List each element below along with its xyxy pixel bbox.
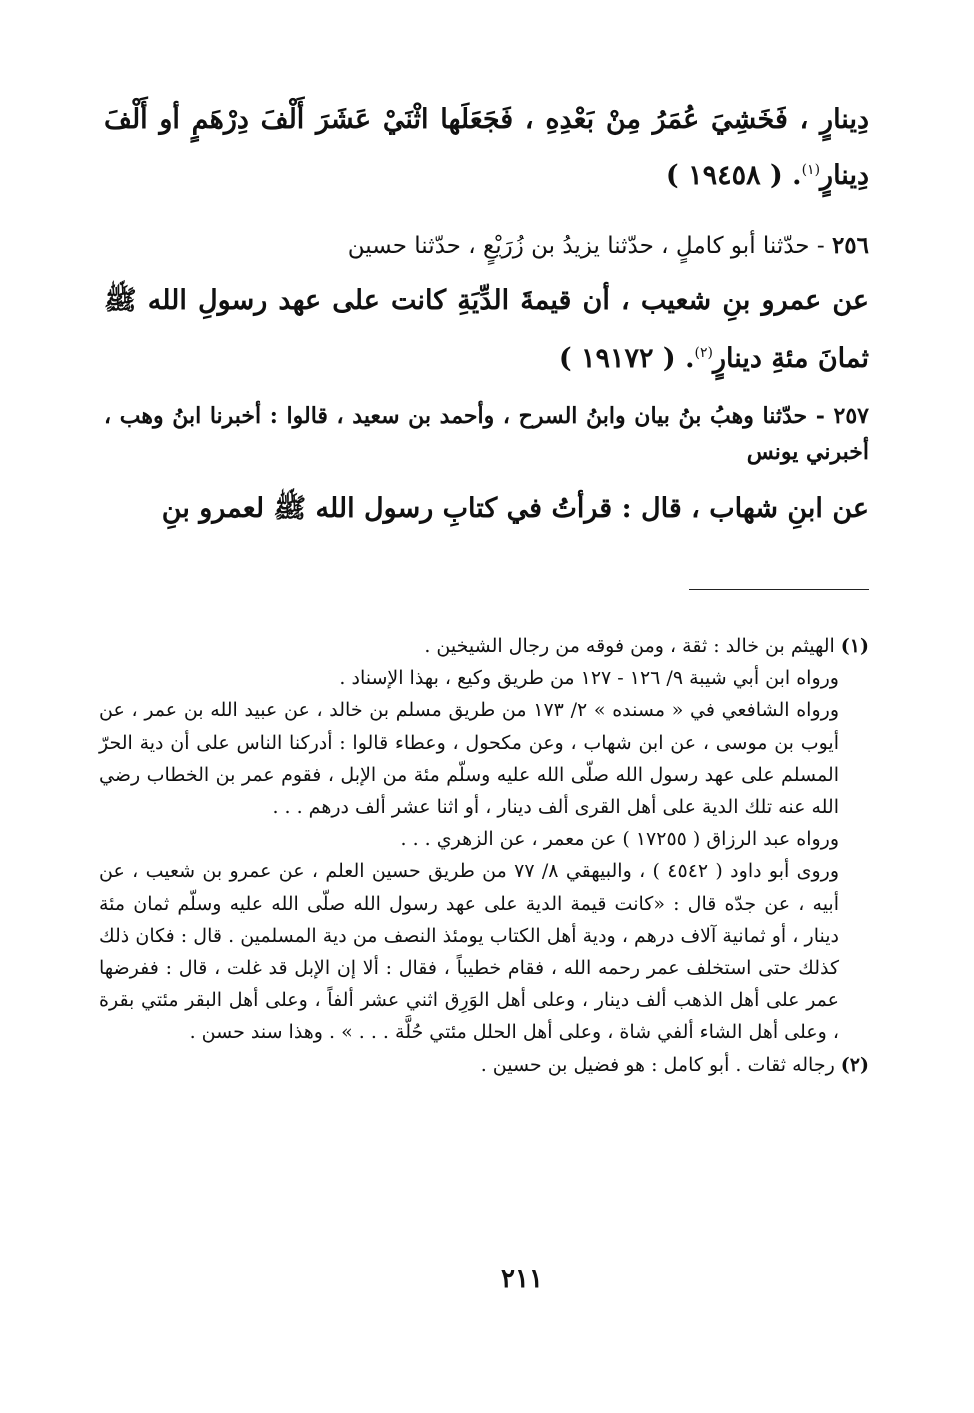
page-number: ٢١١ — [501, 1264, 543, 1294]
hadith-257-matn-text: عن ابنِ شهاب ، قال : قرأتُ في كتابِ رسول الله ﷺ لعمرو بنِ — [161, 493, 869, 524]
footnote-1-para-3: ورواه الشافعي في « مسنده » ٢/ ١٧٣ من طريق مسلم بن خالد ، عن عبيد الله بن عمر ، عن أيوب بن موسى ، عن ابن شهاب ، وعن مكحول ، وعطاء قالوا : أدركنا الناس على أن دية الحرّ المسلم على عهد رسول الله صلّى الله عليه وسلّم مئة من الإبل ، فقوم عمر بن الخطاب رضي الله عنه تلك الدية على أهل القرى ألف دينار ، أو اثنا عشر ألف درهم . . . — [99, 699, 839, 819]
footnote-2 — [99, 1049, 869, 1081]
hadith-255-text: دِينارٍ ، فَخَشِيَ عُمَرُ مِنْ بَعْدِهِ ، فَجَعَلَها اثْنَيْ عَشَرَ أَلْفَ دِرْهَمٍ أو أَلْفَ دِينارٍ — [104, 104, 869, 191]
footnote-separator — [689, 589, 869, 590]
hadith-256-reference: . ( ١٩١٧٢ ) — [558, 343, 695, 374]
footnote-ref-2[interactable]: (٢) — [694, 345, 713, 361]
footnote-2-text: رجاله ثقات . أبو كامل : هو فضيل بن حسين . — [480, 1053, 835, 1076]
hadith-257-matn — [104, 480, 869, 538]
hadith-257-number: ٢٥٧ — [833, 403, 869, 429]
footnote-1-first — [99, 630, 869, 662]
hadith-256-isnad-text: - حدّثنا أبو كاملٍ ، حدّثنا يزيدُ بن زُرَيْعٍ ، حدّثنا حسين — [347, 233, 832, 259]
hadith-256-matn-text: عن عمرو بنِ شعيب ، أن قيمةَ الدِّيَةِ كانت على عهد رسولِ الله ﷺ ثمانَ مئةِ دينارٍ — [104, 285, 869, 374]
footnote-ref-1[interactable]: (١) — [801, 162, 821, 178]
paragraph-hadith-255-end — [104, 92, 869, 204]
footnote-1-line-1: الهيثم بن خالد : ثقة ، ومن فوقه من رجال الشيخين . — [424, 635, 835, 657]
footnote-1-para-2: ورواه ابن أبي شيبة ٩/ ١٢٦ - ١٢٧ من طريق وكيع ، بهذا الإسناد . — [339, 667, 839, 690]
hadith-257-isnad-text: - حدّثنا وهبُ بنُ بيان وابنُ السرح ، وأحمد بن سعيد ، قالوا : أخبرنا ابنُ وهب ، أخبرني يونس — [104, 403, 869, 465]
footnotes — [99, 630, 869, 1081]
hadith-256-isnad — [104, 220, 869, 272]
hadith-257-isnad — [104, 398, 869, 470]
footnote-2-marker: (٢) — [840, 1053, 869, 1076]
main-text — [104, 92, 869, 538]
footnote-1-para-5: وروى أبو داود ( ٤٥٤٢ ) ، والبيهقي ٨/ ٧٧ من طريق حسين العلم ، عن عمرو بن شعيب ، عن أبيه ، عن جدّه قال : «كانت قيمة الدية على عهد رسول الله صلّى الله عليه وسلّم ثمان مئة دينار ، أو ثمانية آلاف درهم ، ودية أهل الكتاب يومئذ النصف من دية المسلمين . قال : فكان ذلك كذلك حتى استخلف عمر رحمه الله ، فقام خطيباً ، فقال : ألا إن الإبل قد غلت ، قال : ففرضها عمر على أهل الذهب ألف دينار ، وعلى أهل الوَرِق اثني عشر ألفاً ، وعلى أهل البقر مئتي بقرة ، وعلى أهل الشاء ألفي شاة ، وعلى أهل الحلل مئتي حُلَّة . . . » . وهذا سند حسن . — [99, 860, 840, 1044]
hadith-256-number: ٢٥٦ — [831, 232, 869, 259]
hadith-256-matn — [104, 272, 869, 388]
footnote-1-para-4: ورواه عبد الرزاق ( ١٧٢٥٥ ) عن معمر ، عن الزهري . . . — [400, 828, 839, 851]
hadith-255-reference: . ( ١٩٤٥٨ ) — [665, 160, 802, 191]
footnote-1-marker: (١) — [840, 635, 869, 657]
